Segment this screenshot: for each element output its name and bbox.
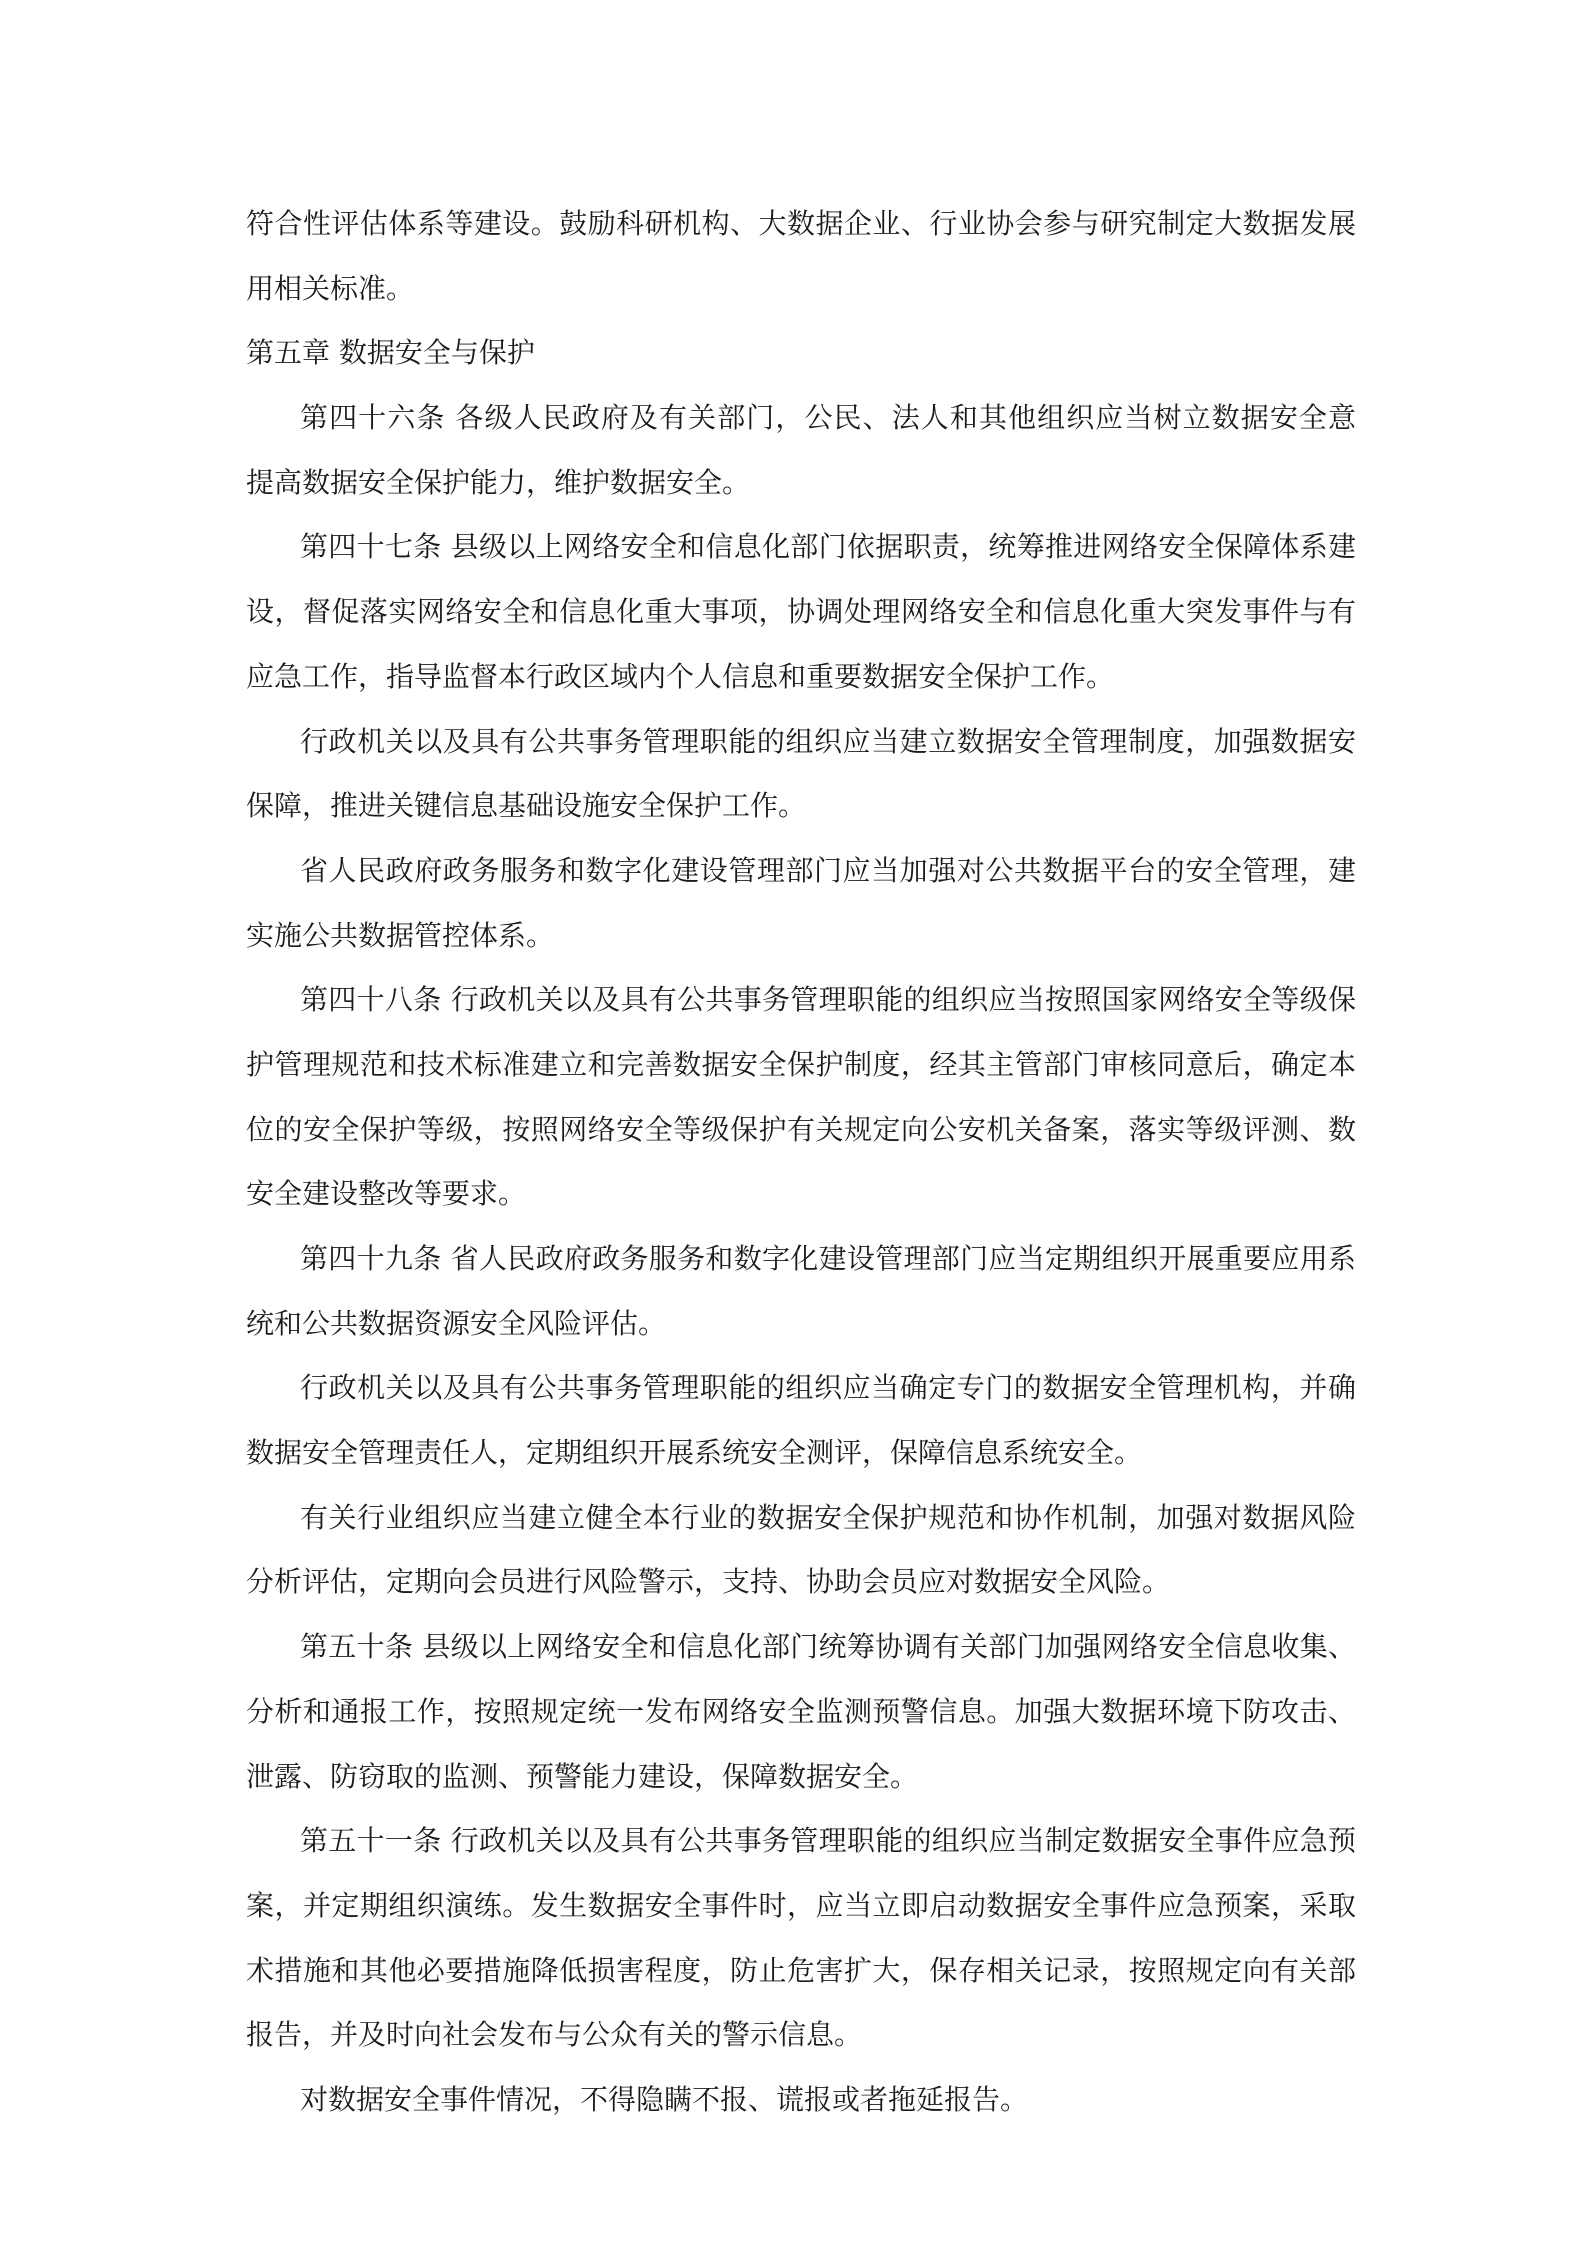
text-line: 有关行业组织应当建立健全本行业的数据安全保护规范和协作机制，加强对数据风险 xyxy=(300,1500,1356,1534)
body-paragraph xyxy=(246,1356,1356,1485)
article-paragraph xyxy=(246,386,1356,515)
text-line: 第五章 数据安全与保护 xyxy=(246,336,535,370)
text-line: 设，督促落实网络安全和信息化重大事项，协调处理网络安全和信息化重大突发事件与有 xyxy=(246,595,1356,629)
text-line: 第五十条 县级以上网络安全和信息化部门统筹协调有关部门加强网络安全信息收集、 xyxy=(300,1630,1356,1664)
body-paragraph xyxy=(246,192,1356,321)
text-line: 行政机关以及具有公共事务管理职能的组织应当建立数据安全管理制度，加强数据安 xyxy=(300,724,1356,758)
text-line: 报告，并及时向社会发布与公众有关的警示信息。 xyxy=(246,2018,863,2052)
article-paragraph xyxy=(246,968,1356,1227)
body-paragraph xyxy=(246,1486,1356,1615)
text-line: 第四十七条 县级以上网络安全和信息化部门依据职责，统筹推进网络安全保障体系建 xyxy=(300,530,1356,564)
text-line: 提高数据安全保护能力，维护数据安全。 xyxy=(246,465,751,499)
article-paragraph xyxy=(246,1227,1356,1356)
text-line: 术措施和其他必要措施降低损害程度，防止危害扩大，保存相关记录，按照规定向有关部 xyxy=(246,1953,1356,1987)
document-page xyxy=(246,192,1356,2133)
body-paragraph xyxy=(246,2068,1356,2133)
text-line: 数据安全管理责任人，定期组织开展系统安全测评，保障信息系统安全。 xyxy=(246,1436,1143,1470)
body-paragraph xyxy=(246,710,1356,839)
text-line: 第四十八条 行政机关以及具有公共事务管理职能的组织应当按照国家网络安全等级保 xyxy=(300,983,1356,1017)
article-paragraph xyxy=(246,1615,1356,1809)
text-line: 案，并定期组织演练。发生数据安全事件时，应当立即启动数据安全事件应急预案，采取 xyxy=(246,1888,1356,1922)
body-paragraph xyxy=(246,839,1356,968)
text-line: 保障，推进关键信息基础设施安全保护工作。 xyxy=(246,789,807,823)
text-line: 第四十六条 各级人民政府及有关部门，公民、法人和其他组织应当树立数据安全意 xyxy=(300,401,1356,435)
text-line: 应急工作，指导监督本行政区域内个人信息和重要数据安全保护工作。 xyxy=(246,659,1115,693)
text-line: 对数据安全事件情况，不得隐瞒不报、谎报或者拖延报告。 xyxy=(300,2082,1029,2116)
text-line: 统和公共数据资源安全风险评估。 xyxy=(246,1306,667,1340)
article-paragraph xyxy=(246,1809,1356,2068)
text-line: 省人民政府政务服务和数字化建设管理部门应当加强对公共数据平台的安全管理，建 xyxy=(300,853,1356,887)
text-line: 护管理规范和技术标准建立和完善数据安全保护制度，经其主管部门审核同意后，确定本 xyxy=(246,1047,1356,1081)
text-line: 泄露、防窃取的监测、预警能力建设，保障数据安全。 xyxy=(246,1759,919,1793)
text-line: 用相关标准。 xyxy=(246,271,415,305)
article-paragraph xyxy=(246,515,1356,709)
text-line: 符合性评估体系等建设。鼓励科研机构、大数据企业、行业协会参与研究制定大数据发展 xyxy=(246,207,1356,240)
text-line: 实施公共数据管控体系。 xyxy=(246,918,555,952)
text-line: 安全建设整改等要求。 xyxy=(246,1177,527,1211)
chapter-heading xyxy=(246,321,1356,386)
text-line: 第五十一条 行政机关以及具有公共事务管理职能的组织应当制定数据安全事件应急预 xyxy=(300,1824,1356,1858)
text-line: 位的安全保护等级，按照网络安全等级保护有关规定向公安机关备案，落实等级评测、数 xyxy=(246,1112,1356,1146)
text-line: 行政机关以及具有公共事务管理职能的组织应当确定专门的数据安全管理机构，并确 xyxy=(300,1371,1356,1405)
text-line: 分析评估，定期向会员进行风险警示，支持、协助会员应对数据安全风险。 xyxy=(246,1565,1171,1599)
text-line: 分析和通报工作，按照规定统一发布网络安全监测预警信息。加强大数据环境下防攻击、 xyxy=(246,1694,1356,1728)
text-line: 第四十九条 省人民政府政务服务和数字化建设管理部门应当定期组织开展重要应用系 xyxy=(300,1242,1356,1275)
